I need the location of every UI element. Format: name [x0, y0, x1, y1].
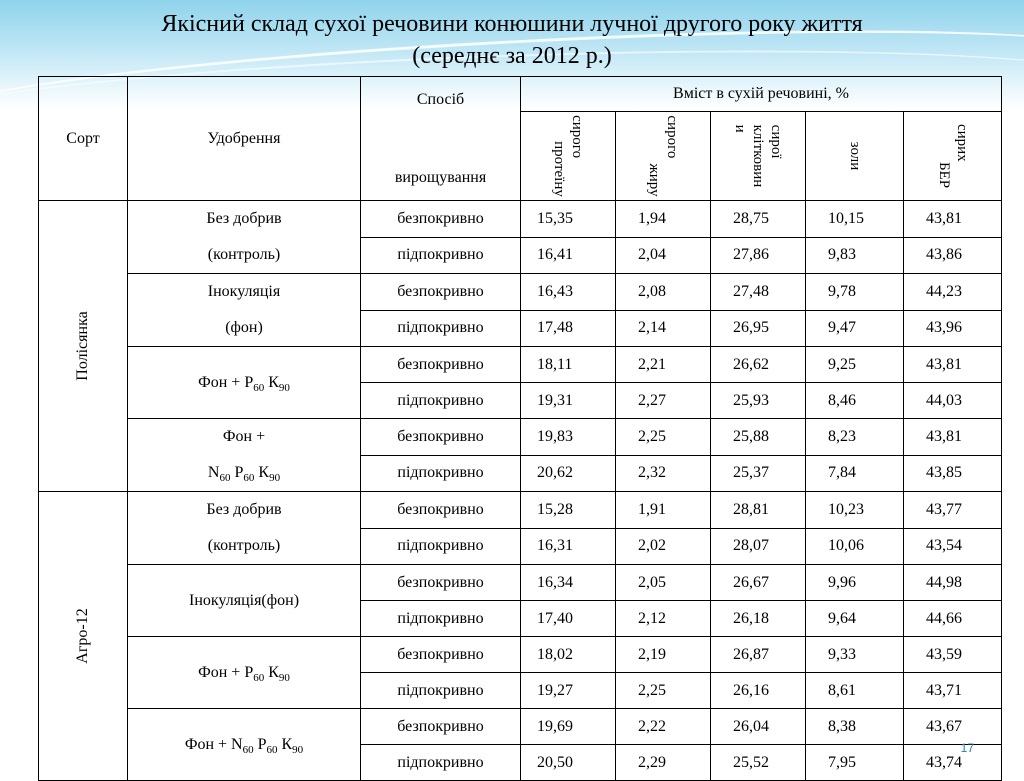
header-col-protein-line2: протеїну	[551, 141, 567, 197]
table-row	[39, 637, 1002, 673]
fertilizer-cell	[128, 419, 361, 492]
value-cell: 20,62	[521, 455, 616, 492]
formula-sub: 60	[266, 743, 278, 756]
value-cell: 16,41	[521, 237, 616, 274]
formula-sub: 90	[278, 671, 290, 684]
sort-label: Агро-12	[74, 608, 91, 664]
formula-sub: 90	[269, 472, 281, 485]
value-cell: 43,67	[904, 709, 1002, 745]
method-cell: безпокривно	[361, 347, 521, 383]
fertilizer-line1: Без добрив	[206, 210, 282, 227]
value-cell: 1,91	[616, 492, 711, 529]
value-cell: 2,08	[616, 274, 711, 311]
method-cell: підпокривно	[361, 310, 521, 347]
value-cell: 43,81	[904, 347, 1002, 383]
method-cell: безпокривно	[361, 709, 521, 745]
value-cell: 26,95	[711, 310, 806, 347]
value-cell: 2,19	[616, 637, 711, 673]
value-cell: 9,83	[806, 237, 904, 274]
header-method-line1: Спосіб	[416, 90, 465, 108]
value-cell: 19,69	[521, 709, 616, 745]
header-col-protein-line1: сирого	[569, 115, 585, 159]
value-cell: 43,59	[904, 637, 1002, 673]
title-line-1: Якісний склад сухої речовини конюшини лучної другого року життя	[161, 11, 863, 37]
header-method	[361, 77, 521, 201]
fertilizer-line1: Інокуляція(фон)	[188, 591, 300, 609]
value-cell: 2,14	[616, 310, 711, 347]
value-cell: 43,77	[904, 492, 1002, 529]
method-cell: підпокривно	[361, 455, 521, 492]
header-sort: Сорт	[39, 77, 128, 201]
value-cell: 9,96	[806, 565, 904, 601]
value-cell: 25,52	[711, 745, 806, 781]
value-cell: 43,54	[904, 528, 1002, 565]
value-cell: 18,11	[521, 347, 616, 383]
method-cell: підпокривно	[361, 745, 521, 781]
value-cell: 44,03	[904, 383, 1002, 419]
value-cell: 26,18	[711, 601, 806, 637]
value-cell: 25,93	[711, 383, 806, 419]
value-cell: 44,23	[904, 274, 1002, 311]
value-cell: 28,81	[711, 492, 806, 529]
header-method-line2: вирощування	[394, 168, 487, 186]
sort-cell	[39, 492, 128, 781]
formula-part: Фон + Р	[198, 663, 254, 681]
formula-sub: 60	[243, 472, 255, 485]
header-col-ash-line1: золи	[846, 141, 863, 171]
value-cell: 2,25	[616, 673, 711, 709]
value-cell: 10,06	[806, 528, 904, 565]
header-col-ber-line1: сирих	[953, 123, 970, 162]
fertilizer-cell	[128, 347, 361, 419]
formula-part: Фон + N	[184, 735, 243, 753]
table-row	[39, 201, 1002, 238]
value-cell: 2,04	[616, 237, 711, 274]
header-col-fiber-line3: и	[732, 124, 748, 133]
fertilizer-line2: (фон)	[225, 319, 263, 336]
value-cell: 28,75	[711, 201, 806, 238]
value-cell: 18,02	[521, 637, 616, 673]
formula-sub: 90	[292, 743, 304, 756]
table-row	[39, 419, 1002, 456]
fertilizer-formula	[128, 455, 360, 491]
fertilizer-cell	[128, 201, 361, 274]
value-cell: 26,04	[711, 709, 806, 745]
value-cell: 9,33	[806, 637, 904, 673]
value-cell: 2,21	[616, 347, 711, 383]
value-cell: 20,50	[521, 745, 616, 781]
value-cell: 2,32	[616, 455, 711, 492]
fertilizer-line1: Фон +	[222, 428, 266, 445]
method-cell: підпокривно	[361, 237, 521, 274]
formula-part: Фон + Р	[198, 373, 254, 391]
value-cell: 16,31	[521, 528, 616, 565]
formula-part: К	[264, 373, 279, 391]
method-cell: підпокривно	[361, 528, 521, 565]
value-cell: 44,66	[904, 601, 1002, 637]
value-cell: 26,62	[711, 347, 806, 383]
value-cell: 43,96	[904, 310, 1002, 347]
value-cell: 17,40	[521, 601, 616, 637]
header-col-fiber-line1: сирої	[768, 124, 784, 159]
method-cell: безпокривно	[361, 201, 521, 238]
fertilizer-formula	[128, 655, 360, 691]
formula-part: N	[207, 464, 220, 481]
value-cell: 2,29	[616, 745, 711, 781]
value-cell: 2,05	[616, 565, 711, 601]
fertilizer-cell	[128, 565, 361, 637]
value-cell: 43,86	[904, 237, 1002, 274]
formula-sub: 60	[219, 472, 231, 485]
fertilizer-cell	[128, 274, 361, 347]
header-col-fat-line1: сирого	[664, 115, 680, 159]
value-cell: 26,67	[711, 565, 806, 601]
fertilizer-cell	[128, 709, 361, 781]
value-cell: 26,87	[711, 637, 806, 673]
value-cell: 2,22	[616, 709, 711, 745]
composition-table	[38, 76, 1002, 781]
formula-sub: 60	[242, 743, 254, 756]
value-cell: 44,98	[904, 565, 1002, 601]
value-cell: 43,81	[904, 201, 1002, 238]
table-row	[39, 274, 1002, 311]
header-col-ber-line2: БЕР	[935, 161, 952, 189]
value-cell: 15,35	[521, 201, 616, 238]
fertilizer-line1: Інокуляція	[207, 283, 281, 300]
value-cell: 27,86	[711, 237, 806, 274]
value-cell: 2,02	[616, 528, 711, 565]
method-cell: безпокривно	[361, 565, 521, 601]
formula-sub: 90	[278, 381, 290, 394]
value-cell: 43,85	[904, 455, 1002, 492]
value-cell: 16,34	[521, 565, 616, 601]
fertilizer-line1: Без добрив	[206, 501, 282, 518]
value-cell: 16,43	[521, 274, 616, 311]
fertilizer-line2: (контроль)	[207, 537, 281, 554]
slide-title	[0, 8, 1024, 72]
value-cell: 43,71	[904, 673, 1002, 709]
table-row	[39, 565, 1002, 601]
value-cell: 15,28	[521, 492, 616, 529]
value-cell: 8,38	[806, 709, 904, 745]
header-content: Вміст в сухій речовині, %	[521, 77, 1002, 112]
header-row-1	[39, 77, 1002, 112]
method-cell: безпокривно	[361, 274, 521, 311]
value-cell: 9,47	[806, 310, 904, 347]
formula-part: Р	[253, 735, 267, 753]
fertilizer-line2: (контроль)	[207, 246, 281, 263]
header-col-ber	[904, 112, 1002, 201]
value-cell: 2,27	[616, 383, 711, 419]
value-cell: 10,15	[806, 201, 904, 238]
formula-sub: 60	[253, 381, 265, 394]
sort-label: Полісянка	[74, 311, 91, 381]
value-cell: 9,78	[806, 274, 904, 311]
value-cell: 25,37	[711, 455, 806, 492]
value-cell: 9,25	[806, 347, 904, 383]
value-cell: 43,81	[904, 419, 1002, 456]
header-col-fat	[616, 112, 711, 201]
value-cell: 19,27	[521, 673, 616, 709]
value-cell: 2,25	[616, 419, 711, 456]
method-cell: підпокривно	[361, 383, 521, 419]
value-cell: 26,16	[711, 673, 806, 709]
formula-part: К	[264, 663, 279, 681]
fertilizer-cell	[128, 492, 361, 565]
sort-cell	[39, 201, 128, 492]
value-cell: 27,48	[711, 274, 806, 311]
value-cell: 10,23	[806, 492, 904, 529]
formula-part: Р	[230, 464, 244, 481]
header-col-fiber-line2: клітковин	[750, 124, 766, 188]
value-cell: 43,74	[904, 745, 1002, 781]
header-col-fat-line2: жиру	[646, 163, 662, 197]
table-row	[39, 492, 1002, 529]
formula-part: К	[277, 735, 293, 753]
value-cell: 2,12	[616, 601, 711, 637]
header-fertilizer: Удобрення	[128, 77, 361, 201]
method-cell: безпокривно	[361, 492, 521, 529]
table-row	[39, 709, 1002, 745]
value-cell: 8,61	[806, 673, 904, 709]
value-cell: 19,83	[521, 419, 616, 456]
fertilizer-cell	[128, 637, 361, 709]
header-col-ash	[806, 112, 904, 201]
fertilizer-formula	[128, 365, 360, 401]
value-cell: 28,07	[711, 528, 806, 565]
value-cell: 7,84	[806, 455, 904, 492]
formula-part: К	[254, 464, 270, 481]
value-cell: 8,46	[806, 383, 904, 419]
method-cell: безпокривно	[361, 419, 521, 456]
method-cell: підпокривно	[361, 673, 521, 709]
value-cell: 7,95	[806, 745, 904, 781]
value-cell: 8,23	[806, 419, 904, 456]
value-cell: 1,94	[616, 201, 711, 238]
method-cell: підпокривно	[361, 601, 521, 637]
value-cell: 9,64	[806, 601, 904, 637]
header-col-protein	[521, 112, 616, 201]
page-number: 17	[960, 741, 974, 755]
table-row	[39, 347, 1002, 383]
value-cell: 25,88	[711, 419, 806, 456]
fertilizer-formula	[128, 727, 360, 763]
header-col-fiber	[711, 112, 806, 201]
formula-sub: 60	[253, 671, 265, 684]
value-cell: 19,31	[521, 383, 616, 419]
method-cell: безпокривно	[361, 637, 521, 673]
title-line-2: (середнє за 2012 р.)	[412, 43, 612, 69]
value-cell: 17,48	[521, 310, 616, 347]
